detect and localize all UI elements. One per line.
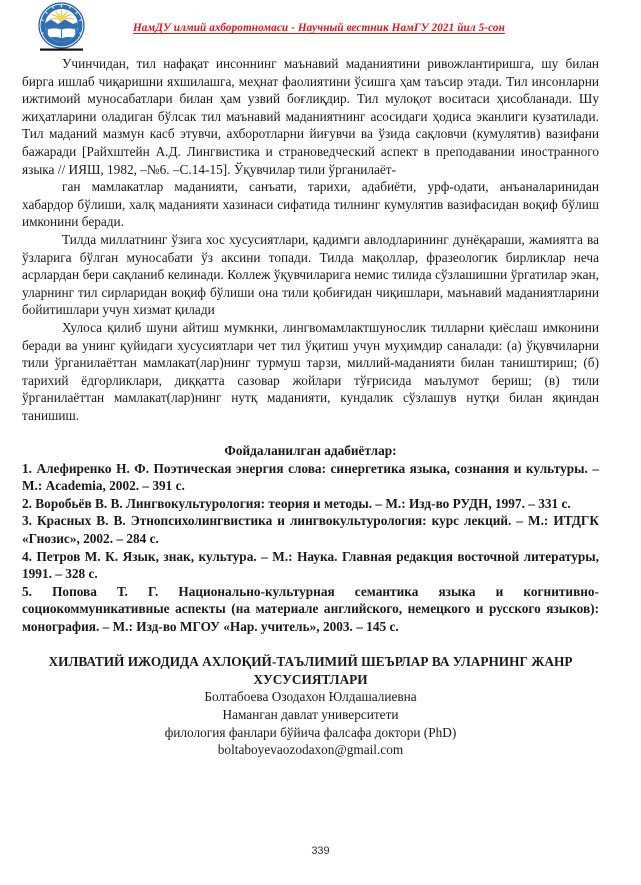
reference-item: 3. Красных В. В. Этнопсихолингвистика и лингвокультурология: курс лекций. – М.: ИТДГК «Гнозис», 2002. – 284 с. (22, 513, 599, 547)
paragraph-3: Тилда миллатнинг ўзига хос хусусиятлари, қадимги авлодларининг дунёқараши, жамиятга ва ўзларига бўлган муносабати ўз аксини топади. Тилда мақоллар, фразеологик бирликлар неча асрлардан бери сақланиб келинади. Коллеж ўқувчиларига немис тилида сўзлашишни ўргатилар экан, уларнинг тил сирларидан воқиф бўлиши она тили қобиғидан чиқишлари, маънавий маданиятларини бойитишлари учун хизмат қилади (22, 231, 599, 318)
reference-item: 1. Алефиренко Н. Ф. Поэтическая энергия слова: синергетика языка, сознания и культуры. – М.: Academia, 2002. – 391 с. (22, 460, 599, 494)
reference-item: 4. Петров М. К. Язык, знак, культура. – М.: Наука. Главная редакция восточной литературы, 1991. – 328 с. (22, 548, 599, 582)
next-article-degree: филология фанлари бўйича фалсафа доктори (PhD) (164, 724, 457, 740)
paragraph-4: Хулоса қилиб шуни айтиш мумкнки, лингвомамлактшунослик тилларни қиёслаш имконини беради ва унинг қуйидаги хусусиятлари чет тил ўқитиш учун муҳимдир саналади: (а) ўқувчиларни тили ўрганилаёттан мамлакат(лар)нинг турмуш тарзи, миллий-маданияти билан таништириш; (б) тарихий ёдгорликлари, диққатта сазовар жойлари тўғрисида маълумот бериш; (в) тили ўрганилаёттан мамлакат(лар)нинг нутқ маданияти, кундалик сўзлашув нутқи билан яқиндан танишиш. (22, 319, 599, 423)
emblem-svg (38, 2, 85, 52)
article-spacer (22, 636, 599, 654)
section-spacer (22, 424, 599, 442)
next-article-author: Болтабоева Озодахон Юлдашалиевна (204, 689, 417, 705)
next-article-title: ХИЛВАТИЙ ИЖОДИДА АХЛОҚИЙ-ТАЪЛИМИЙ ШЕЪРЛАР ВА УЛАРНИНГ ЖАНР ХУСУСИЯТЛАРИ (48, 654, 573, 687)
journal-masthead-title: НамДУ илмий ахборотномаси - Научный вестник НамГУ 2021 йил 5-сон (133, 22, 505, 34)
reference-item: 2. Воробьёв В. В. Лингвокультурология: теория и методы. – М.: Изд-во РУДН, 1997. – 331 с. (22, 495, 571, 511)
next-article-affiliation: Наманган давлат университети (222, 706, 399, 722)
next-article-email[interactable]: boltaboyevaozodaxon@gmail.com (217, 742, 404, 758)
paragraph-2: ган мамлакатлар маданияти, санъати, тарихи, адабиёти, урф-одати, анъаналаринидан хабардор бўлиши, халқ маданияти хазинаси сифатида тилнинг кумулятив вазифасидан воқиф бўлиш имконини беради. (22, 179, 599, 230)
document-body (22, 55, 599, 759)
page-header (0, 0, 641, 52)
namangan-state-university-emblem-icon (38, 2, 85, 52)
page-number: 339 (311, 845, 330, 857)
references-heading: Фойдаланилган адабиётлар: (224, 443, 397, 459)
paragraph-1: Учинчидан, тил нафақат инсоннинг маънавий маданиятини ривожлантиришга, шу билан бирга ишлаб чиқаришни яхшилашга, меҳнат фаолиятини ўсишга ҳам таъсир этади. Тил инсонларни ижтимоий муносабатлари билан ҳам узвий боғлиқдир. Тил мулоқот воситаси ҳисобланади. Шу жиҳатларини оладиган бўлсак тил маънавий маданиятнинг асосидаги ҳодиса эканлиги кузатилади. Тил маданий мазмун касб этувчи, ахборотларни йиғувчи ва ўзида сақловчи (кумулятив) вазифани бажаради [Райхштейн А.Д. Лингвистика и страноведческий аспект в преподавании иностранного языка // ИЯШ, 1982, –№6. –С.14-15]. Ўқувчилар тили ўрганилаёт- (22, 56, 599, 177)
reference-item: 5. Попова Т. Г. Национально-культурная семантика языка и когнитивно-социокоммуникативные аспекты (на материале английского, немецкого и русского языков): монография. – М.: Изд-во МГОУ «Нар. учитель», 2003. – 145 с. (22, 583, 599, 634)
